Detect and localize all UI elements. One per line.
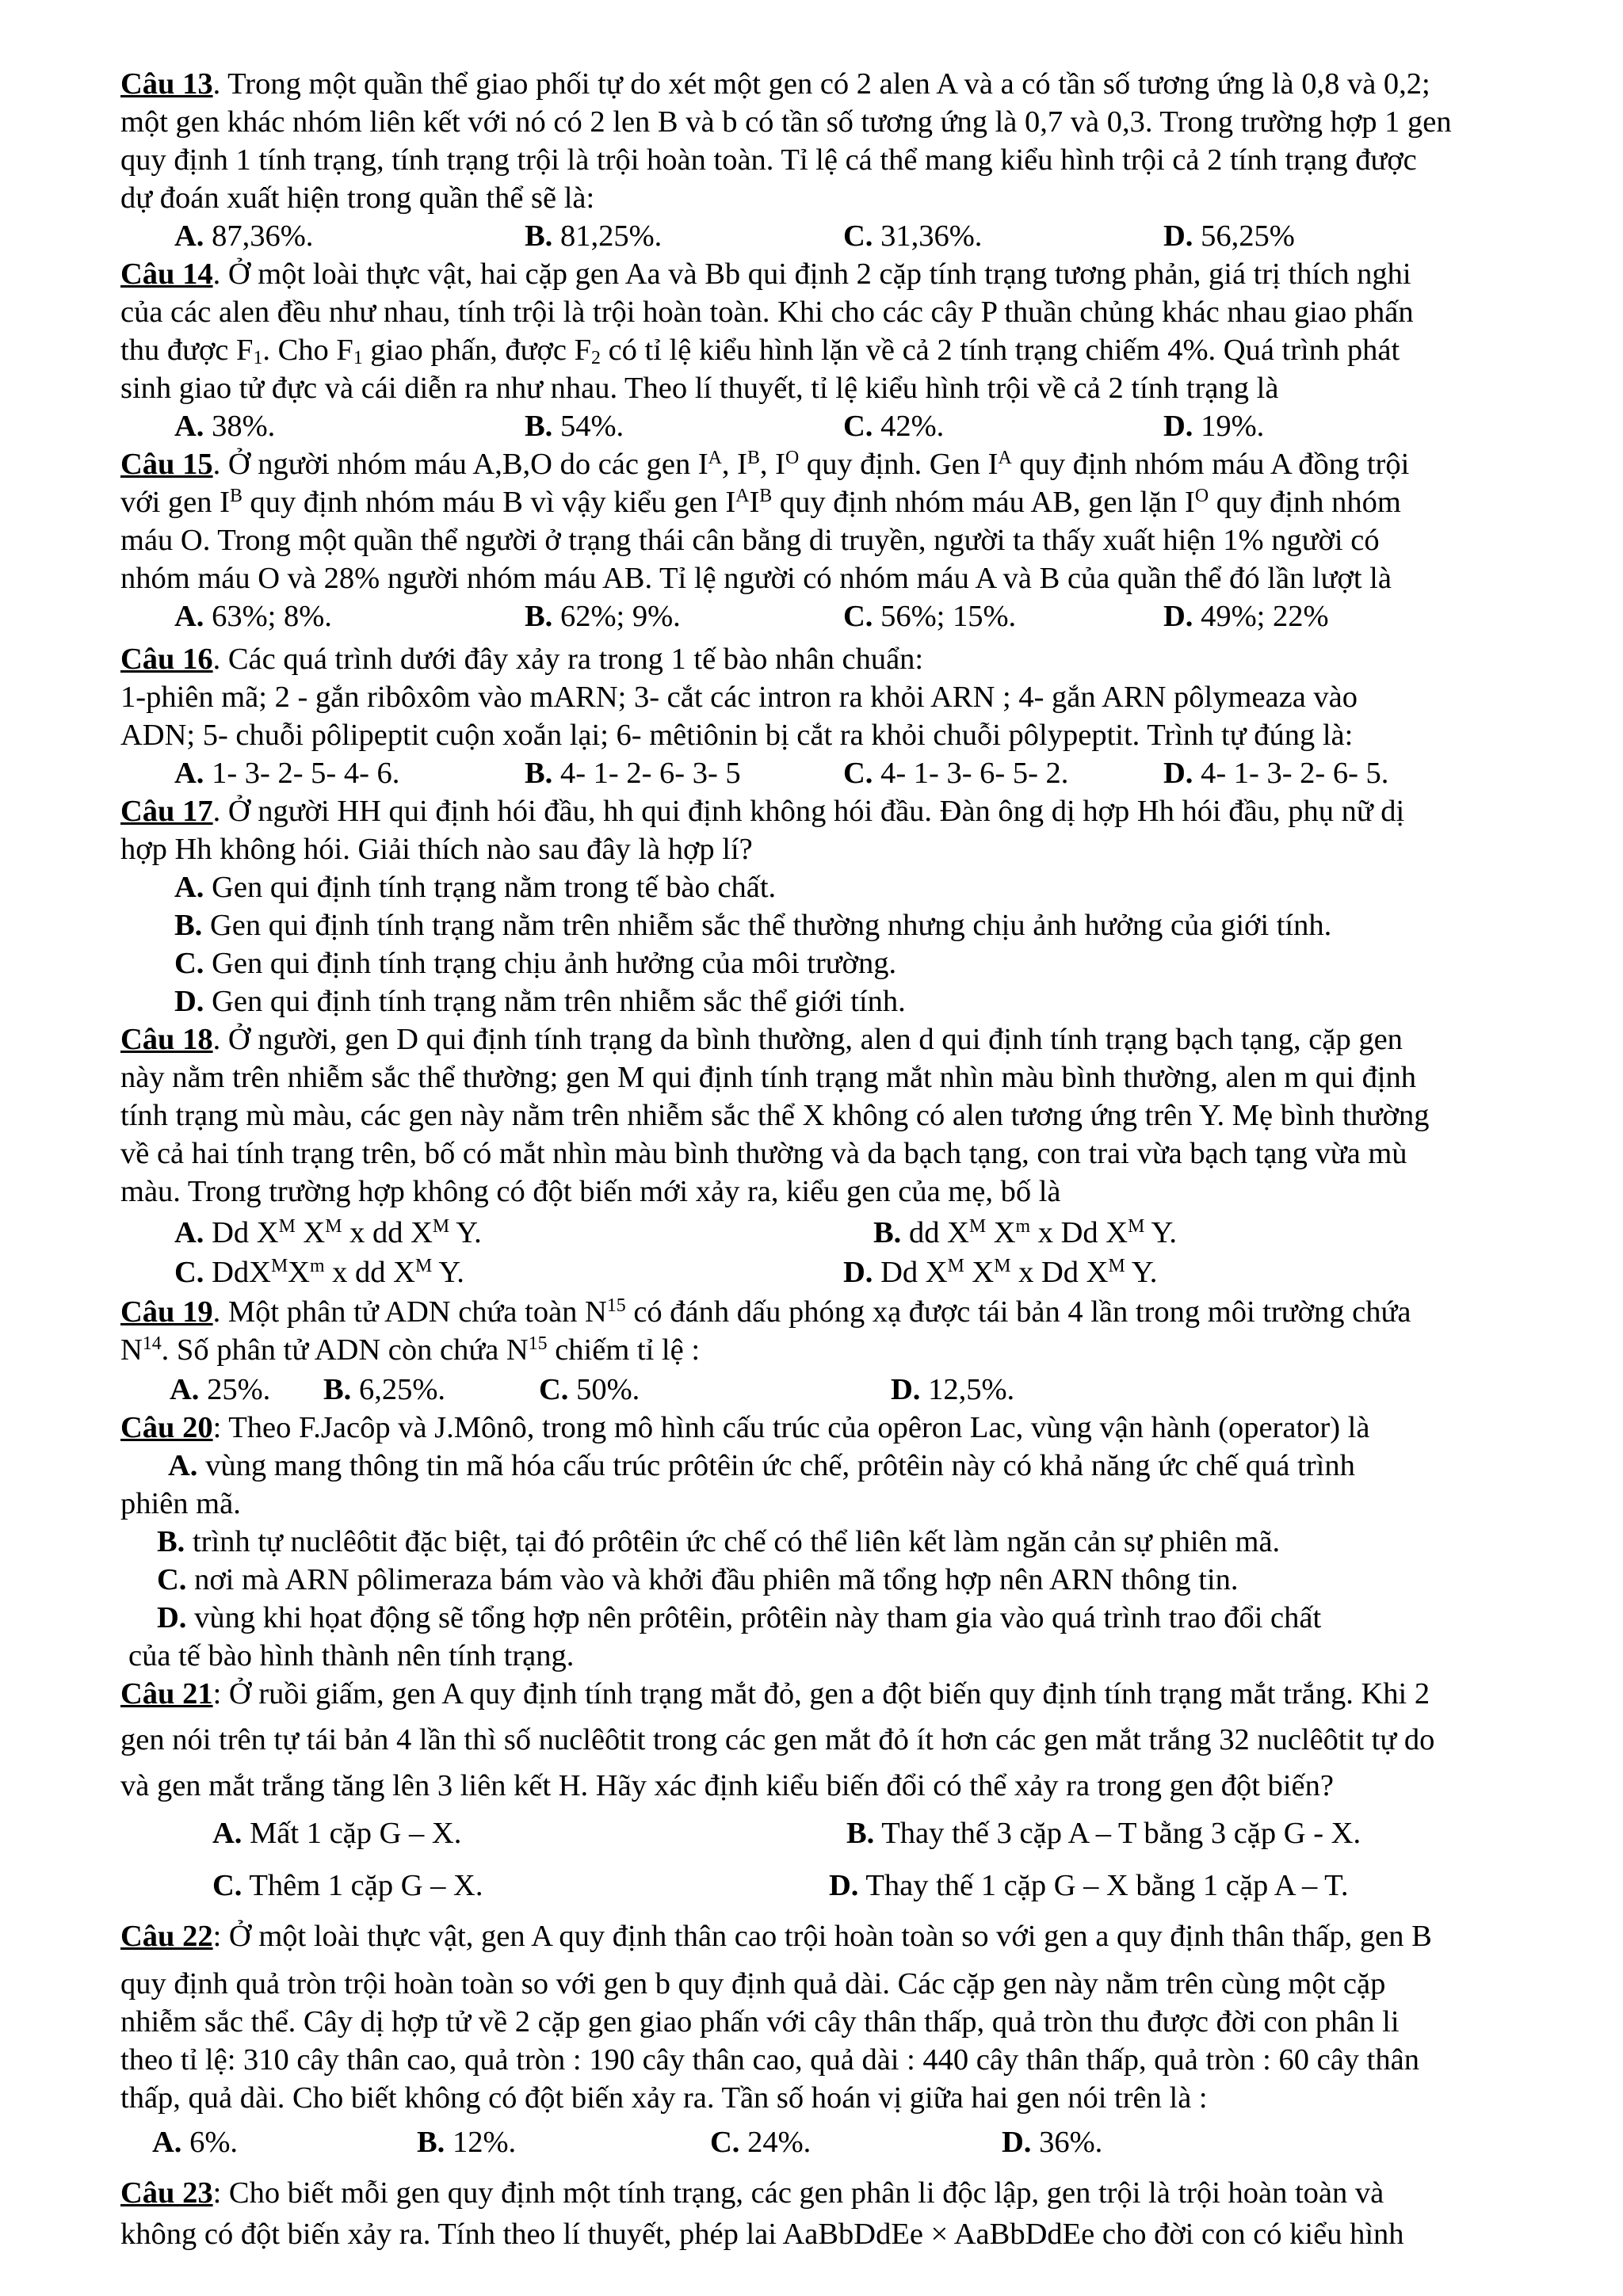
q23-line-1: Câu 23: Cho biết mỗi gen quy định một tính trạng, các gen phân li độc lập, gen trội là trội hoàn toàn và (120, 2176, 1384, 2210)
q19-line-2: $N^{14}$. Số phân tử ADN còn chứa $N^{15}$ chiếm tỉ lệ : (120, 1333, 701, 1367)
q18-line-2: này nằm trên nhiễm sắc thể thường; gen M qui định tính trạng mắt nhìn màu bình thường, alen m qui định (120, 1061, 1417, 1094)
q16-option-c: C. 4- 1- 3- 6- 5- 2. (843, 757, 1069, 790)
q18-option-a: A. Dd $X^M$ $X^M$ x dd $X^M$ Y. (174, 1215, 482, 1249)
q21-option-d: D. Thay thế 1 cặp G – X bằng 1 cặp A – T. (829, 1869, 1349, 1902)
q20-option-a-cont: phiên mã. (120, 1487, 241, 1520)
q17-option-c: C. Gen qui định tính trạng chịu ảnh hưởng của môi trường. (174, 947, 897, 980)
q18-line-1: Câu 18. Ở người, gen D qui định tính trạng da bình thường, alen d qui định tính trạng bạch tạng, cặp gen (120, 1023, 1403, 1056)
q21-line-3: và gen mắt trắng tăng lên 3 liên kết H. Hãy xác định kiểu biến đổi có thể xảy ra trong gen đột biến? (120, 1769, 1334, 1802)
q13-line-4: dự đoán xuất hiện trong quần thể sẽ là: (120, 181, 595, 215)
q21-option-a: A. Mất 1 cặp G – X. (212, 1817, 462, 1850)
q17-line-1: Câu 17. Ở người HH qui định hói đầu, hh qui định không hói đầu. Đàn ông dị hợp Hh hói đầu, phụ nữ dị (120, 795, 1405, 828)
q15-option-d: D. 49%; 22% (1163, 600, 1329, 633)
q18-option-d: D. Dd $X^M$ $X^M$ x Dd $X^M$ Y. (843, 1255, 1158, 1289)
q18-label: Câu 18 (120, 1023, 213, 1056)
q15-option-a: A. 63%; 8%. (174, 600, 332, 633)
q21-label: Câu 21 (120, 1677, 213, 1711)
q20-option-a: A. vùng mang thông tin mã hóa cấu trúc prôtêin ức chế, prôtêin này có khả năng ức chế quá trình (168, 1449, 1355, 1482)
q14-option-c: C. 42%. (843, 410, 945, 443)
q17-label: Câu 17 (120, 795, 213, 828)
q15-option-c: C. 56%; 15%. (843, 600, 1017, 633)
q19-option-b: B. 6,25%. (323, 1373, 446, 1406)
q16-line-2: 1-phiên mã; 2 - gắn ribôxôm vào mARN; 3- cắt các intron ra khỏi ARN ; 4- gắn ARN pôlymeaza vào (120, 681, 1358, 714)
q20-option-c: C. nơi mà ARN pôlimeraza bám vào và khởi đầu phiên mã tổng hợp nên ARN thông tin. (157, 1563, 1239, 1596)
q16-label: Câu 16 (120, 643, 213, 676)
q14-line-1: Câu 14. Ở một loài thực vật, hai cặp gen Aa và Bb qui định 2 cặp tính trạng tương phản, giá trị thích nghi (120, 257, 1411, 291)
q14-option-b: B. 54%. (525, 410, 624, 443)
q20-line-1: Câu 20: Theo F.Jacôp và J.Mônô, trong mô hình cấu trúc của opêron Lac, vùng vận hành (operator) là (120, 1411, 1370, 1444)
q18-option-b: B. dd $X^M$ $X^m$ x Dd $X^M$ Y. (873, 1215, 1177, 1249)
q22-line-1: Câu 22: Ở một loài thực vật, gen A quy định thân cao trội hoàn toàn so với gen a quy định thân thấp, gen B (120, 1920, 1432, 1953)
q16-option-d: D. 4- 1- 3- 2- 6- 5. (1163, 757, 1389, 790)
q13-line-1: Câu 13. Trong một quần thể giao phối tự do xét một gen có 2 alen A và a có tần số tương ứng là 0,8 và 0,2; (120, 67, 1430, 101)
q16-option-b: B. 4- 1- 2- 6- 3- 5 (525, 757, 741, 790)
q19-option-a: A. 25%. (170, 1373, 271, 1406)
q20-option-b: B. trình tự nuclêôtit đặc biệt, tại đó prôtêin ức chế có thể liên kết làm ngăn cản sự phiên mã. (157, 1525, 1281, 1558)
q19-option-c: C. 50%. (539, 1373, 640, 1406)
q13-option-a: A. 87,36%. (174, 219, 314, 253)
q13-label: Câu 13 (120, 67, 213, 101)
q16-line-1: Câu 16. Các quá trình dưới đây xảy ra trong 1 tế bào nhân chuẩn: (120, 643, 924, 676)
q13-option-d: D. 56,25% (1163, 219, 1295, 253)
q15-option-b: B. 62%; 9%. (525, 600, 681, 633)
q22-option-c: C. 24%. (710, 2126, 812, 2159)
q23-label: Câu 23 (120, 2176, 213, 2210)
q22-option-d: D. 36%. (1002, 2126, 1103, 2159)
q18-line-4: về cả hai tính trạng trên, bố có mắt nhìn màu bình thường và da bạch tạng, con trai vừa bạch tạng vừa mù (120, 1137, 1407, 1170)
q13-line-2: một gen khác nhóm liên kết với nó có 2 len B và b có tần số tương ứng là 0,7 và 0,3. Trong trường hợp 1 gen (120, 105, 1452, 139)
q15-line-1: Câu 15. Ở người nhóm máu A,B,O do các gen $I^A$, $I^B$, $I^O$ quy định. Gen $I^A$ quy định nhóm máu A đồng trội (120, 447, 1410, 481)
q22-option-a: A. 6%. (152, 2126, 239, 2159)
q21-option-b: B. Thay thế 3 cặp A – T bằng 3 cặp G - X. (846, 1817, 1361, 1850)
q17-option-d: D. Gen qui định tính trạng nằm trên nhiễm sắc thể giới tính. (174, 985, 906, 1018)
q14-line-2: của các alen đều như nhau, tính trội là trội hoàn toàn. Khi cho các cây P thuần chủng khác nhau giao phấn (120, 296, 1414, 329)
q20-option-d-cont: của tế bào hình thành nên tính trạng. (128, 1639, 575, 1672)
q18-line-5: màu. Trong trường hợp không có đột biến mới xảy ra, kiểu gen của mẹ, bố là (120, 1175, 1061, 1208)
q17-option-b: B. Gen qui định tính trạng nằm trên nhiễm sắc thể thường nhưng chịu ảnh hưởng của giới tính. (174, 909, 1332, 942)
q22-label: Câu 22 (120, 1920, 213, 1953)
q13-option-c: C. 31,36%. (843, 219, 983, 253)
q15-line-3: máu O. Trong một quần thể người ở trạng thái cân bằng di truyền, người ta thấy xuất hiện 1% người có (120, 524, 1380, 557)
q22-line-2: quy định quả tròn trội hoàn toàn so với gen b quy định quả dài. Các cặp gen này nằm trên cùng một cặp (120, 1967, 1386, 2000)
q19-label: Câu 19 (120, 1295, 213, 1329)
q14-option-a: A. 38%. (174, 410, 276, 443)
q22-line-3: nhiễm sắc thể. Cây dị hợp tử về 2 cặp gen giao phấn với cây thân thấp, quả tròn thu được đời con phân li (120, 2005, 1400, 2039)
q16-line-3: ADN; 5- chuỗi pôlipeptit cuộn xoắn lại; 6- mêtiônin bị cắt ra khỏi chuỗi pôlypeptit. Trình tự đúng là: (120, 719, 1354, 752)
q17-line-2: hợp Hh không hói. Giải thích nào sau đây là hợp lí? (120, 833, 753, 866)
q18-line-3: tính trạng mù màu, các gen này nằm trên nhiễm sắc thể X không có alen tương ứng trên Y. Mẹ bình thường (120, 1099, 1430, 1132)
q19-option-d: D. 12,5%. (891, 1373, 1015, 1406)
q20-option-d: D. vùng khi họat động sẽ tổng hợp nên prôtêin, prôtêin này tham gia vào quá trình trao đổi chất (157, 1601, 1322, 1634)
q17-option-a: A. Gen qui định tính trạng nằm trong tế bào chất. (174, 871, 777, 904)
q22-line-5: thấp, quả dài. Cho biết không có đột biến xảy ra. Tần số hoán vị giữa hai gen nói trên là : (120, 2081, 1208, 2115)
q15-line-2: với gen $I^B$ quy định nhóm máu B vì vậy kiểu gen $I^AI^B$ quy định nhóm máu AB, gen lặn $I^O$ quy định nhóm (120, 485, 1401, 519)
q22-line-4: theo tỉ lệ: 310 cây thân cao, quả tròn : 190 cây thân cao, quả dài : 440 cây thân thấp, quả tròn : 60 cây thân (120, 2043, 1419, 2077)
q21-option-c: C. Thêm 1 cặp G – X. (212, 1869, 483, 1902)
q14-option-d: D. 19%. (1163, 410, 1265, 443)
q14-line-3: thu được $F_1$. Cho $F_1$ giao phấn, được $F_2$ có tỉ lệ kiểu hình lặn về cả 2 tính trạng chiếm 4%. Quá trình phát (120, 334, 1400, 368)
q19-line-1: Câu 19. Một phân tử ADN chứa toàn $N^{15}$ có đánh dấu phóng xạ được tái bản 4 lần trong môi trường chứa (120, 1295, 1411, 1329)
q13-line-3: quy định 1 tính trạng, tính trạng trội là trội hoàn toàn. Tỉ lệ cá thể mang kiểu hình trội cả 2 tính trạng được (120, 143, 1417, 177)
q15-label: Câu 15 (120, 448, 213, 481)
q21-line-1: Câu 21: Ở ruồi giấm, gen A quy định tính trạng mắt đỏ, gen a đột biến quy định tính trạng mắt trắng. Khi 2 (120, 1677, 1430, 1711)
q23-line-2: không có đột biến xảy ra. Tính theo lí thuyết, phép lai AaBbDdEe × AaBbDdEe cho đời con có kiểu hình (120, 2218, 1404, 2251)
q13-option-b: B. 81,25%. (525, 219, 663, 253)
q21-line-2: gen nói trên tự tái bản 4 lần thì số nuclêôtit trong các gen mắt đỏ ít hơn các gen mắt trắng 32 nuclêôtit tự do (120, 1723, 1435, 1756)
q14-label: Câu 14 (120, 257, 213, 291)
q22-option-b: B. 12%. (417, 2126, 517, 2159)
q20-label: Câu 20 (120, 1411, 213, 1444)
q14-line-4: sinh giao tử đực và cái diễn ra như nhau. Theo lí thuyết, tỉ lệ kiểu hình trội về cả 2 tính trạng là (120, 372, 1279, 405)
q16-option-a: A. 1- 3- 2- 5- 4- 6. (174, 757, 400, 790)
q18-option-c: C. $DdX^MX^m$ x dd $X^M$ Y. (174, 1255, 464, 1289)
q15-line-4: nhóm máu O và 28% người nhóm máu AB. Tỉ lệ người có nhóm máu A và B của quần thể đó lần lượt là (120, 562, 1392, 595)
